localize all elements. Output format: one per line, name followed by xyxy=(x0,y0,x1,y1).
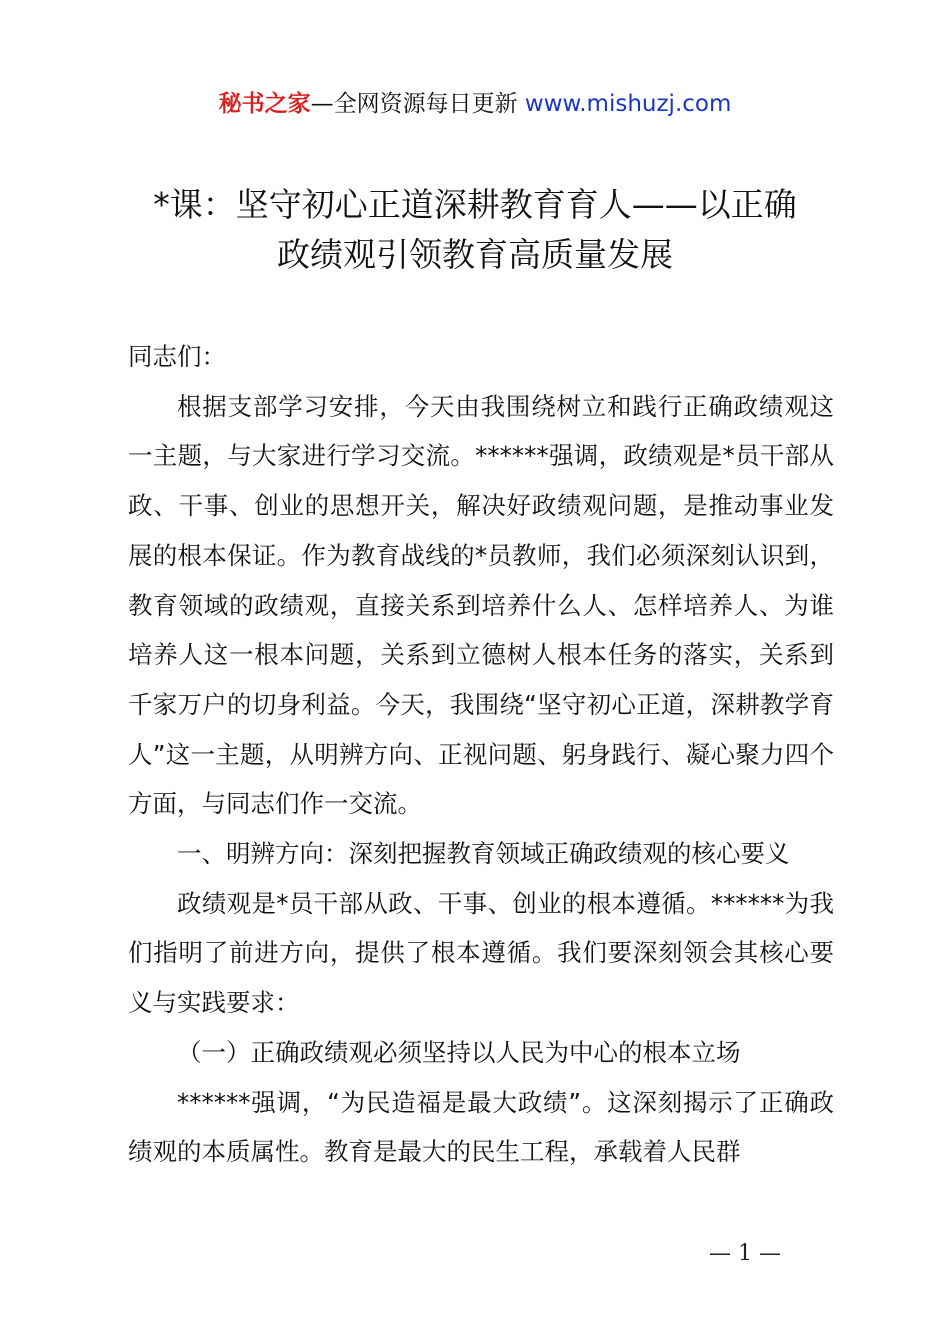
paragraph: 政绩观是*员干部从政、干事、创业的根本遵循。******为我们指明了前进方向，提供了根本遵循。我们要深刻领会其核心要义与实践要求： xyxy=(128,888,834,1018)
salutation: 同志们： xyxy=(128,342,226,371)
document-title xyxy=(100,180,850,280)
site-header xyxy=(0,86,950,122)
title-line-2: 政绩观引领教育高质量发展 xyxy=(277,235,673,274)
site-url-link[interactable]: www.mishuzj.com xyxy=(524,91,732,117)
header-tagline: —全网资源每日更新 xyxy=(310,91,525,117)
subsection-heading: （一）正确政绩观必须坚持以人民为中心的根本立场 xyxy=(177,1037,741,1067)
section-heading: 一、明辨方向：深刻把握教育领域正确政绩观的核心要义 xyxy=(177,839,790,869)
page-number: — 1 — xyxy=(709,1241,781,1266)
document-body xyxy=(128,332,834,1177)
paragraph: ******强调，“为民造福是最大政绩”。这深刻揭示了正确政绩观的本质属性。教育是最大的民生工程，承载着人民群 xyxy=(128,1087,834,1167)
title-line-1: *课：坚守初心正道深耕教育育人——以正确 xyxy=(153,185,797,224)
brand-name: 秘书之家 xyxy=(218,91,311,117)
paragraph: 根据支部学习安排，今天由我围绕树立和践行正确政绩观这一主题，与大家进行学习交流。******强调，政绩观是*员干部从政、干事、创业的思想开关，解决好政绩观问题，是推动事业发展的根本保证。作为教育战线的*员教师，我们必须深刻认识到，教育领域的政绩观，直接关系到培养什么人、怎样培养人、为谁培养人这一根本问题，关系到立德树人根本任务的落实，关系到千家万户的切身利益。今天，我围绕“坚守初心正道，深耕教学育人”这一主题，从明辨方向、正视问题、躬身践行、凝心聚力四个方面，与同志们作一交流。 xyxy=(128,391,834,819)
